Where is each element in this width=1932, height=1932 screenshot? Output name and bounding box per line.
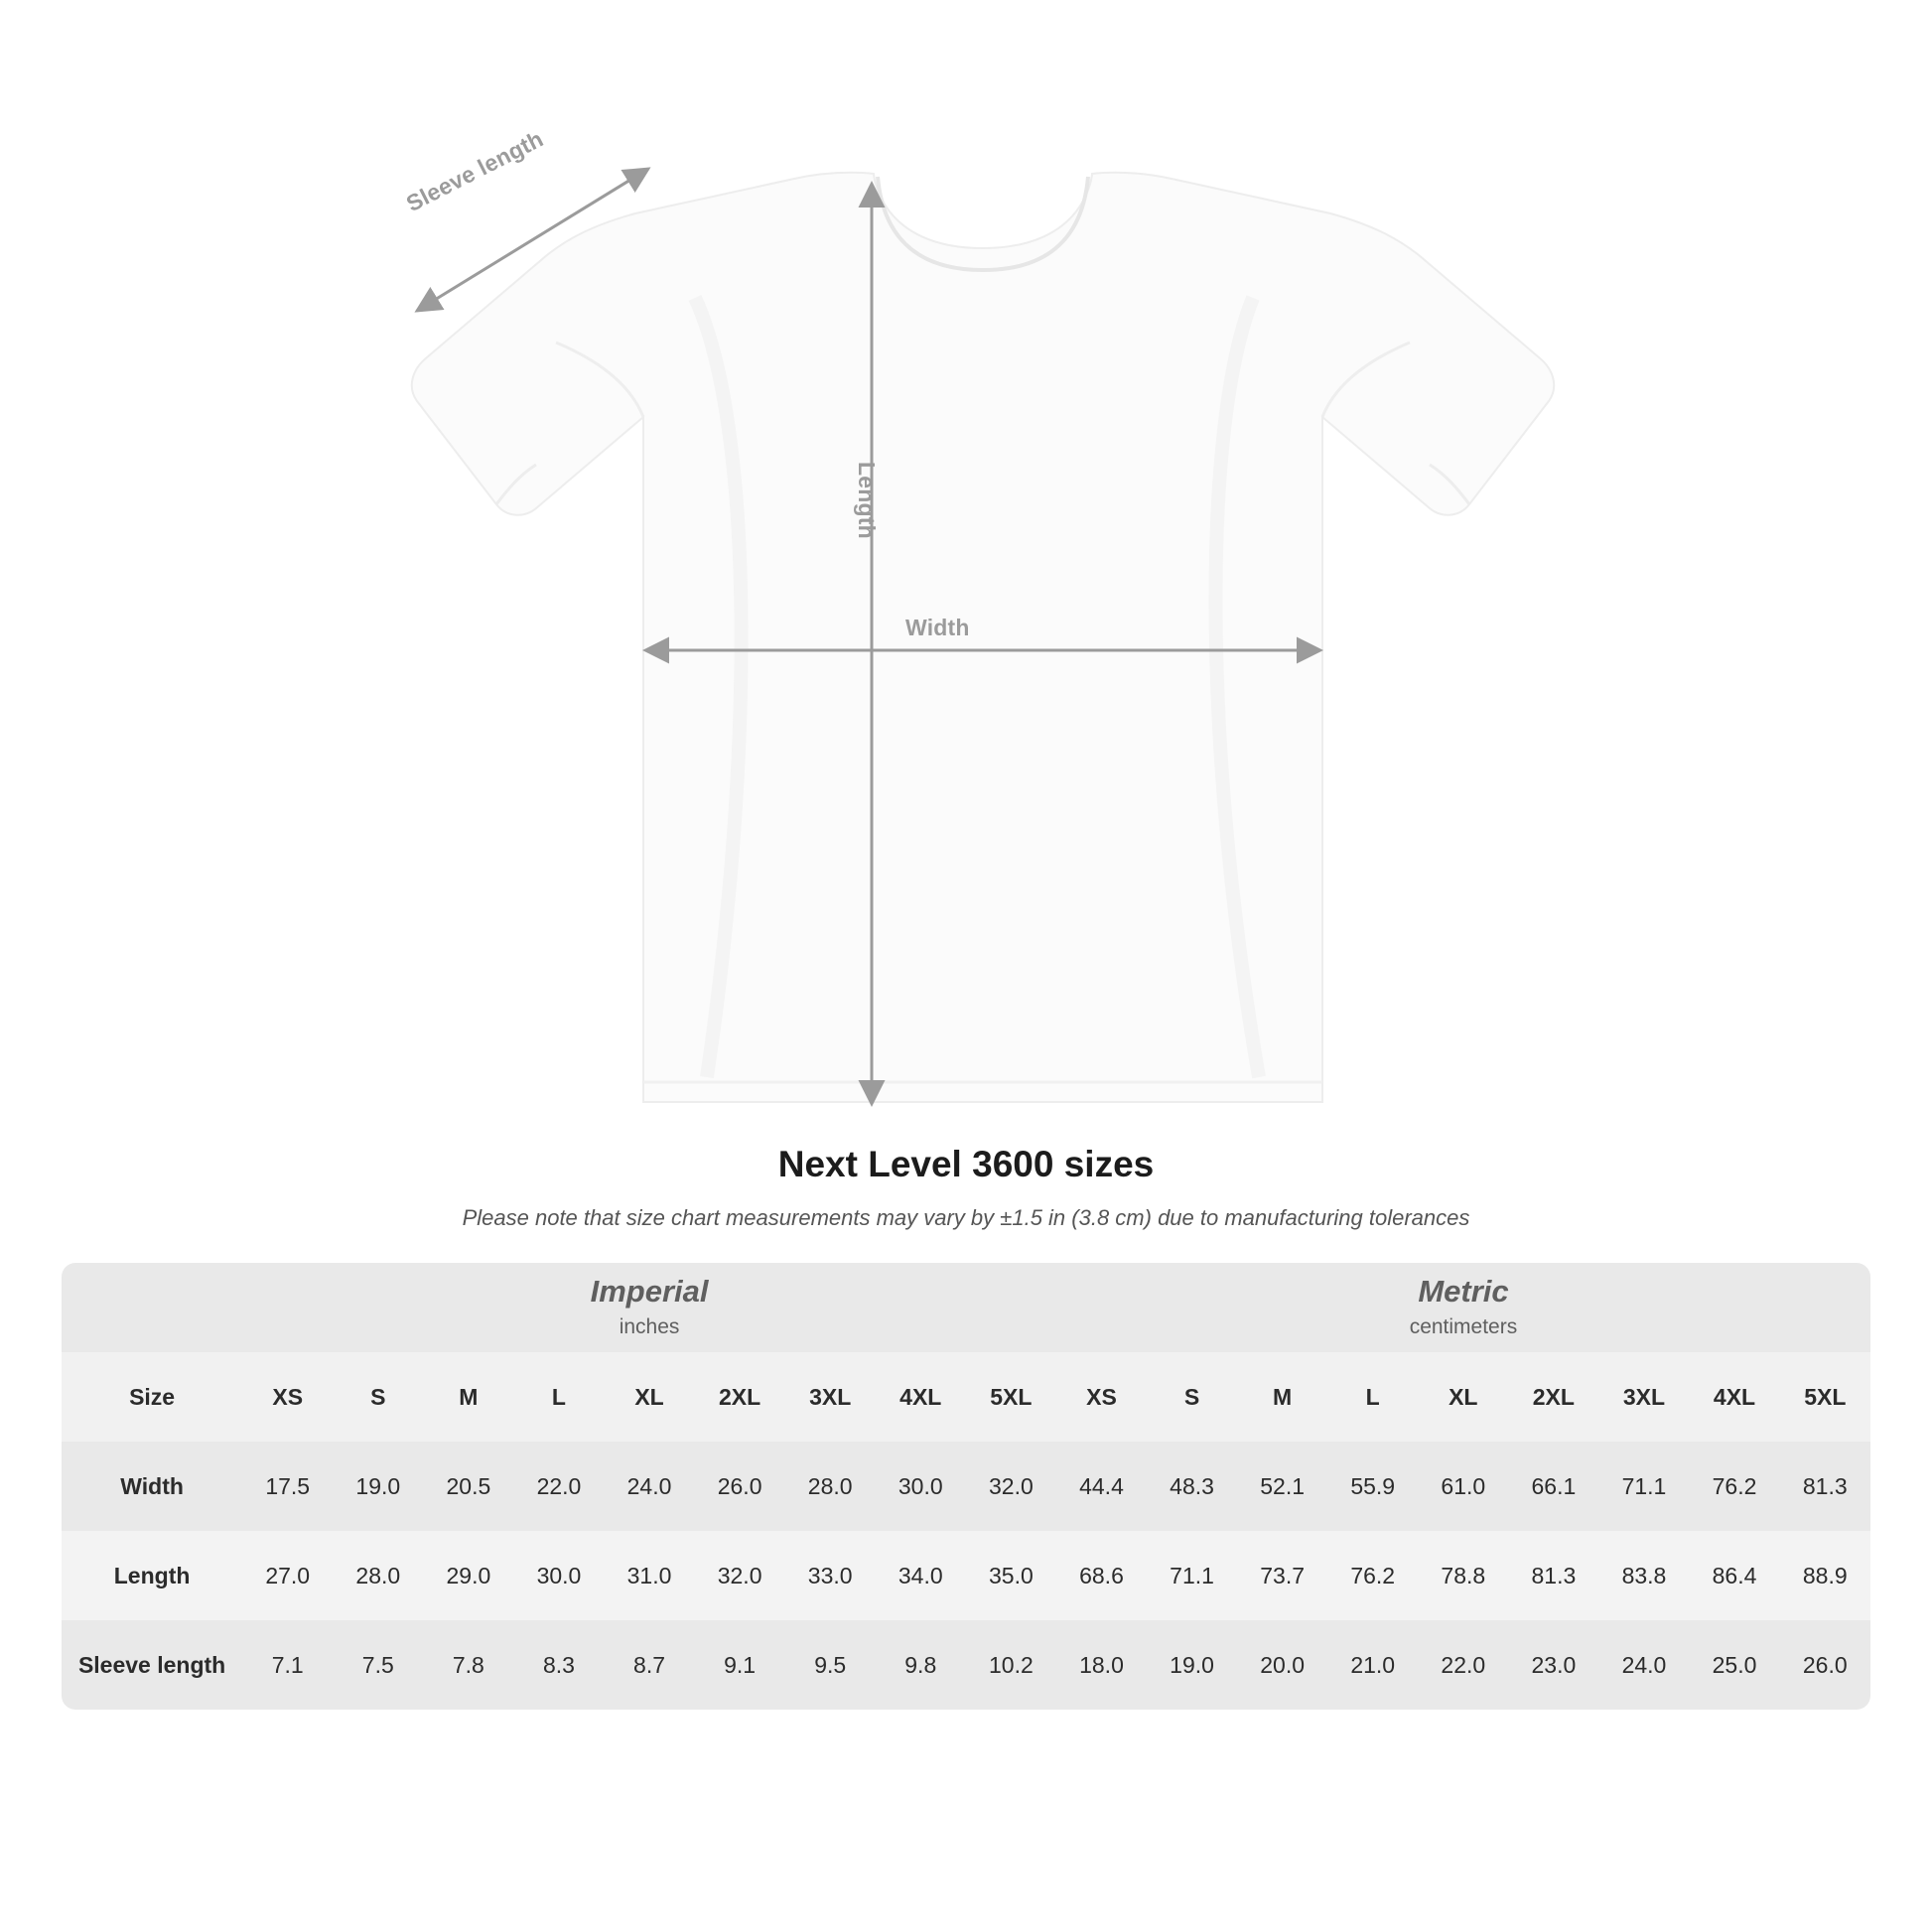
measurement-cell: 27.0	[242, 1531, 333, 1620]
tshirt-shape	[412, 173, 1554, 1102]
size-header-cell: XL	[1418, 1352, 1508, 1442]
length-label: Length	[854, 462, 880, 539]
unit-group-sub: centimeters	[1409, 1314, 1518, 1338]
size-header-cell: M	[423, 1352, 513, 1442]
measurement-cell: 22.0	[513, 1442, 604, 1531]
table-row	[62, 1620, 1870, 1710]
unit-row-spacer	[62, 1263, 242, 1352]
table-row	[62, 1531, 1870, 1620]
measurement-cell: 10.2	[966, 1620, 1056, 1710]
measurement-cell: 71.1	[1147, 1531, 1237, 1620]
measurement-cell: 29.0	[423, 1531, 513, 1620]
title-block	[0, 1144, 1932, 1231]
unit-header-row	[62, 1263, 1870, 1352]
measurement-cell: 88.9	[1780, 1531, 1870, 1620]
size-header-cell: 5XL	[966, 1352, 1056, 1442]
measurement-cell: 55.9	[1327, 1442, 1418, 1531]
tolerance-note: Please note that size chart measurements may vary by ±1.5 in (3.8 cm) due to manufacturing tolerances	[462, 1205, 1470, 1230]
measurement-cell: 35.0	[966, 1531, 1056, 1620]
size-header-row	[62, 1352, 1870, 1442]
size-header-label: Size	[62, 1352, 242, 1442]
size-header-cell: L	[1327, 1352, 1418, 1442]
measurement-cell: 26.0	[1780, 1620, 1870, 1710]
unit-group-name: Imperial	[590, 1273, 709, 1309]
measurement-cell: 44.4	[1056, 1442, 1147, 1531]
table-row	[62, 1442, 1870, 1531]
measurement-cell: 61.0	[1418, 1442, 1508, 1531]
measurement-cell: 31.0	[604, 1531, 694, 1620]
measurement-cell: 23.0	[1508, 1620, 1598, 1710]
unit-group-name: Metric	[1418, 1273, 1509, 1309]
width-label: Width	[905, 615, 970, 640]
size-header-cell: 3XL	[1598, 1352, 1689, 1442]
page-title: Next Level 3600 sizes	[777, 1144, 1155, 1184]
measurement-cell: 30.0	[513, 1531, 604, 1620]
size-header-cell: 5XL	[1780, 1352, 1870, 1442]
measurement-cell: 34.0	[876, 1531, 966, 1620]
size-header-cell: 4XL	[1689, 1352, 1779, 1442]
measurement-cell: 81.3	[1780, 1442, 1870, 1531]
measurement-cell: 9.8	[876, 1620, 966, 1710]
measurement-cell: 22.0	[1418, 1620, 1508, 1710]
measurement-cell: 18.0	[1056, 1620, 1147, 1710]
measurement-cell: 9.1	[695, 1620, 785, 1710]
unit-group-imperial	[242, 1263, 1056, 1352]
measurement-cell: 19.0	[333, 1442, 423, 1531]
measurement-cell: 86.4	[1689, 1531, 1779, 1620]
unit-group-metric	[1056, 1263, 1870, 1352]
measurement-cell: 68.6	[1056, 1531, 1147, 1620]
measurement-cell: 66.1	[1508, 1442, 1598, 1531]
measurement-cell: 7.1	[242, 1620, 333, 1710]
size-header-cell: M	[1237, 1352, 1327, 1442]
measurement-cell: 21.0	[1327, 1620, 1418, 1710]
measurement-cell: 7.5	[333, 1620, 423, 1710]
measurement-cell: 24.0	[1598, 1620, 1689, 1710]
measurement-cell: 8.3	[513, 1620, 604, 1710]
measurement-cell: 78.8	[1418, 1531, 1508, 1620]
measurement-cell: 26.0	[695, 1442, 785, 1531]
measurement-cell: 33.0	[785, 1531, 876, 1620]
unit-group-sub: inches	[619, 1314, 680, 1338]
size-chart-table	[62, 1263, 1870, 1710]
size-header-cell: S	[1147, 1352, 1237, 1442]
measurement-cell: 76.2	[1327, 1531, 1418, 1620]
measurement-cell: 32.0	[966, 1442, 1056, 1531]
row-label: Length	[62, 1531, 242, 1620]
measurement-cell: 20.0	[1237, 1620, 1327, 1710]
measurement-cell: 81.3	[1508, 1531, 1598, 1620]
size-header-cell: 2XL	[1508, 1352, 1598, 1442]
measurement-cell: 28.0	[333, 1531, 423, 1620]
measurement-cell: 28.0	[785, 1442, 876, 1531]
measurement-cell: 25.0	[1689, 1620, 1779, 1710]
measurement-cell: 83.8	[1598, 1531, 1689, 1620]
measurement-cell: 30.0	[876, 1442, 966, 1531]
row-label: Sleeve length	[62, 1620, 242, 1710]
measurement-cell: 20.5	[423, 1442, 513, 1531]
size-header-cell: XL	[604, 1352, 694, 1442]
row-label: Width	[62, 1442, 242, 1531]
sleeve-length-label: Sleeve length	[402, 125, 548, 217]
measurement-cell: 19.0	[1147, 1620, 1237, 1710]
size-header-cell: 2XL	[695, 1352, 785, 1442]
measurement-cell: 17.5	[242, 1442, 333, 1531]
measurement-cell: 73.7	[1237, 1531, 1327, 1620]
measurement-cell: 76.2	[1689, 1442, 1779, 1531]
size-header-cell: 4XL	[876, 1352, 966, 1442]
size-header-cell: S	[333, 1352, 423, 1442]
size-header-cell: 3XL	[785, 1352, 876, 1442]
size-header-cell: XS	[1056, 1352, 1147, 1442]
size-table-wrapper	[62, 1263, 1870, 1710]
measurement-cell: 8.7	[604, 1620, 694, 1710]
measurement-cell: 52.1	[1237, 1442, 1327, 1531]
measurement-cell: 9.5	[785, 1620, 876, 1710]
measurement-cell: 48.3	[1147, 1442, 1237, 1531]
size-header-cell: XS	[242, 1352, 333, 1442]
measurement-cell: 32.0	[695, 1531, 785, 1620]
size-header-cell: L	[513, 1352, 604, 1442]
measurement-cell: 7.8	[423, 1620, 513, 1710]
measurement-cell: 71.1	[1598, 1442, 1689, 1531]
measurement-cell: 24.0	[604, 1442, 694, 1531]
